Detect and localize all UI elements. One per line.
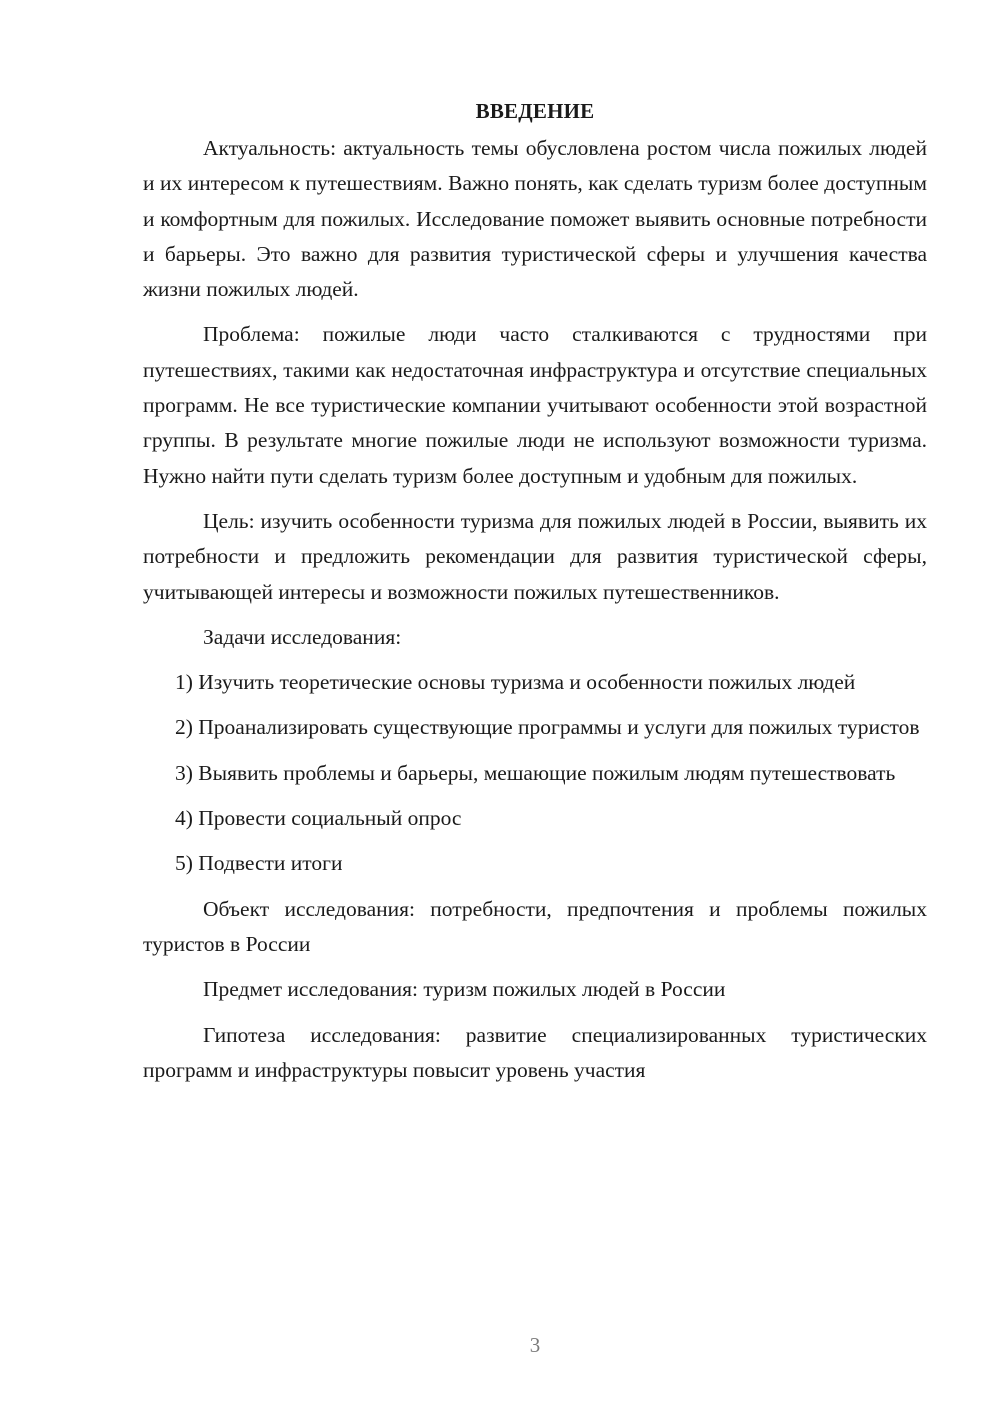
- list-item-task-1: 1) Изучить теоретические основы туризма и особенности пожилых людей: [175, 670, 856, 695]
- list-item-task-3: 3) Выявить проблемы и барьеры, мешающие пожилым людям путешествовать: [175, 760, 896, 785]
- document-page: [143, 94, 927, 1088]
- list-item-task-4: 4) Провести социальный опрос: [175, 806, 462, 831]
- list-item-task-2: 2) Проанализировать существующие программы и услуги для пожилых туристов: [175, 715, 920, 740]
- paragraph-goal: Цель: изучить особенности туризма для пожилых людей в России, выявить их потребности и предложить рекомендации для развития туристической сферы, учитывающей интересы и возможности пожилых путешественников.: [143, 508, 927, 604]
- tasks-title: Задачи исследования:: [203, 624, 402, 649]
- paragraph-subject: Предмет исследования: туризм пожилых людей в России: [203, 977, 726, 1002]
- paragraph-object: Объект исследования: потребности, предпочтения и проблемы пожилых туристов в России: [143, 896, 927, 956]
- page-title: ВВЕДЕНИЕ: [475, 99, 595, 123]
- paragraph-hypothesis: Гипотеза исследования: развитие специализированных туристических программ и инфраструктуры повысит уровень участия: [143, 1022, 927, 1082]
- page-number: 3: [529, 1333, 541, 1357]
- paragraph-problem: Проблема: пожилые люди часто сталкиваются с трудностями при путешествиях, такими как недостаточная инфраструктура и отсутствие специальных программ. Не все туристические компании учитывают особенности этой возрастной группы. В результате многие пожилые люди не используют возможности туризма. Нужно найти пути сделать туризм более доступным и удобным для пожилых.: [143, 322, 927, 488]
- list-item-task-5: 5) Подвести итоги: [175, 851, 343, 876]
- paragraph-relevance: Актуальность: актуальность темы обусловлена ростом числа пожилых людей и их интересом к путешествиям. Важно понять, как сделать туризм более доступным и комфортным для пожилых. Исследование поможет выявить основные потребности и барьеры. Это важно для развития туристической сферы и улучшения качества жизни пожилых людей.: [143, 136, 927, 302]
